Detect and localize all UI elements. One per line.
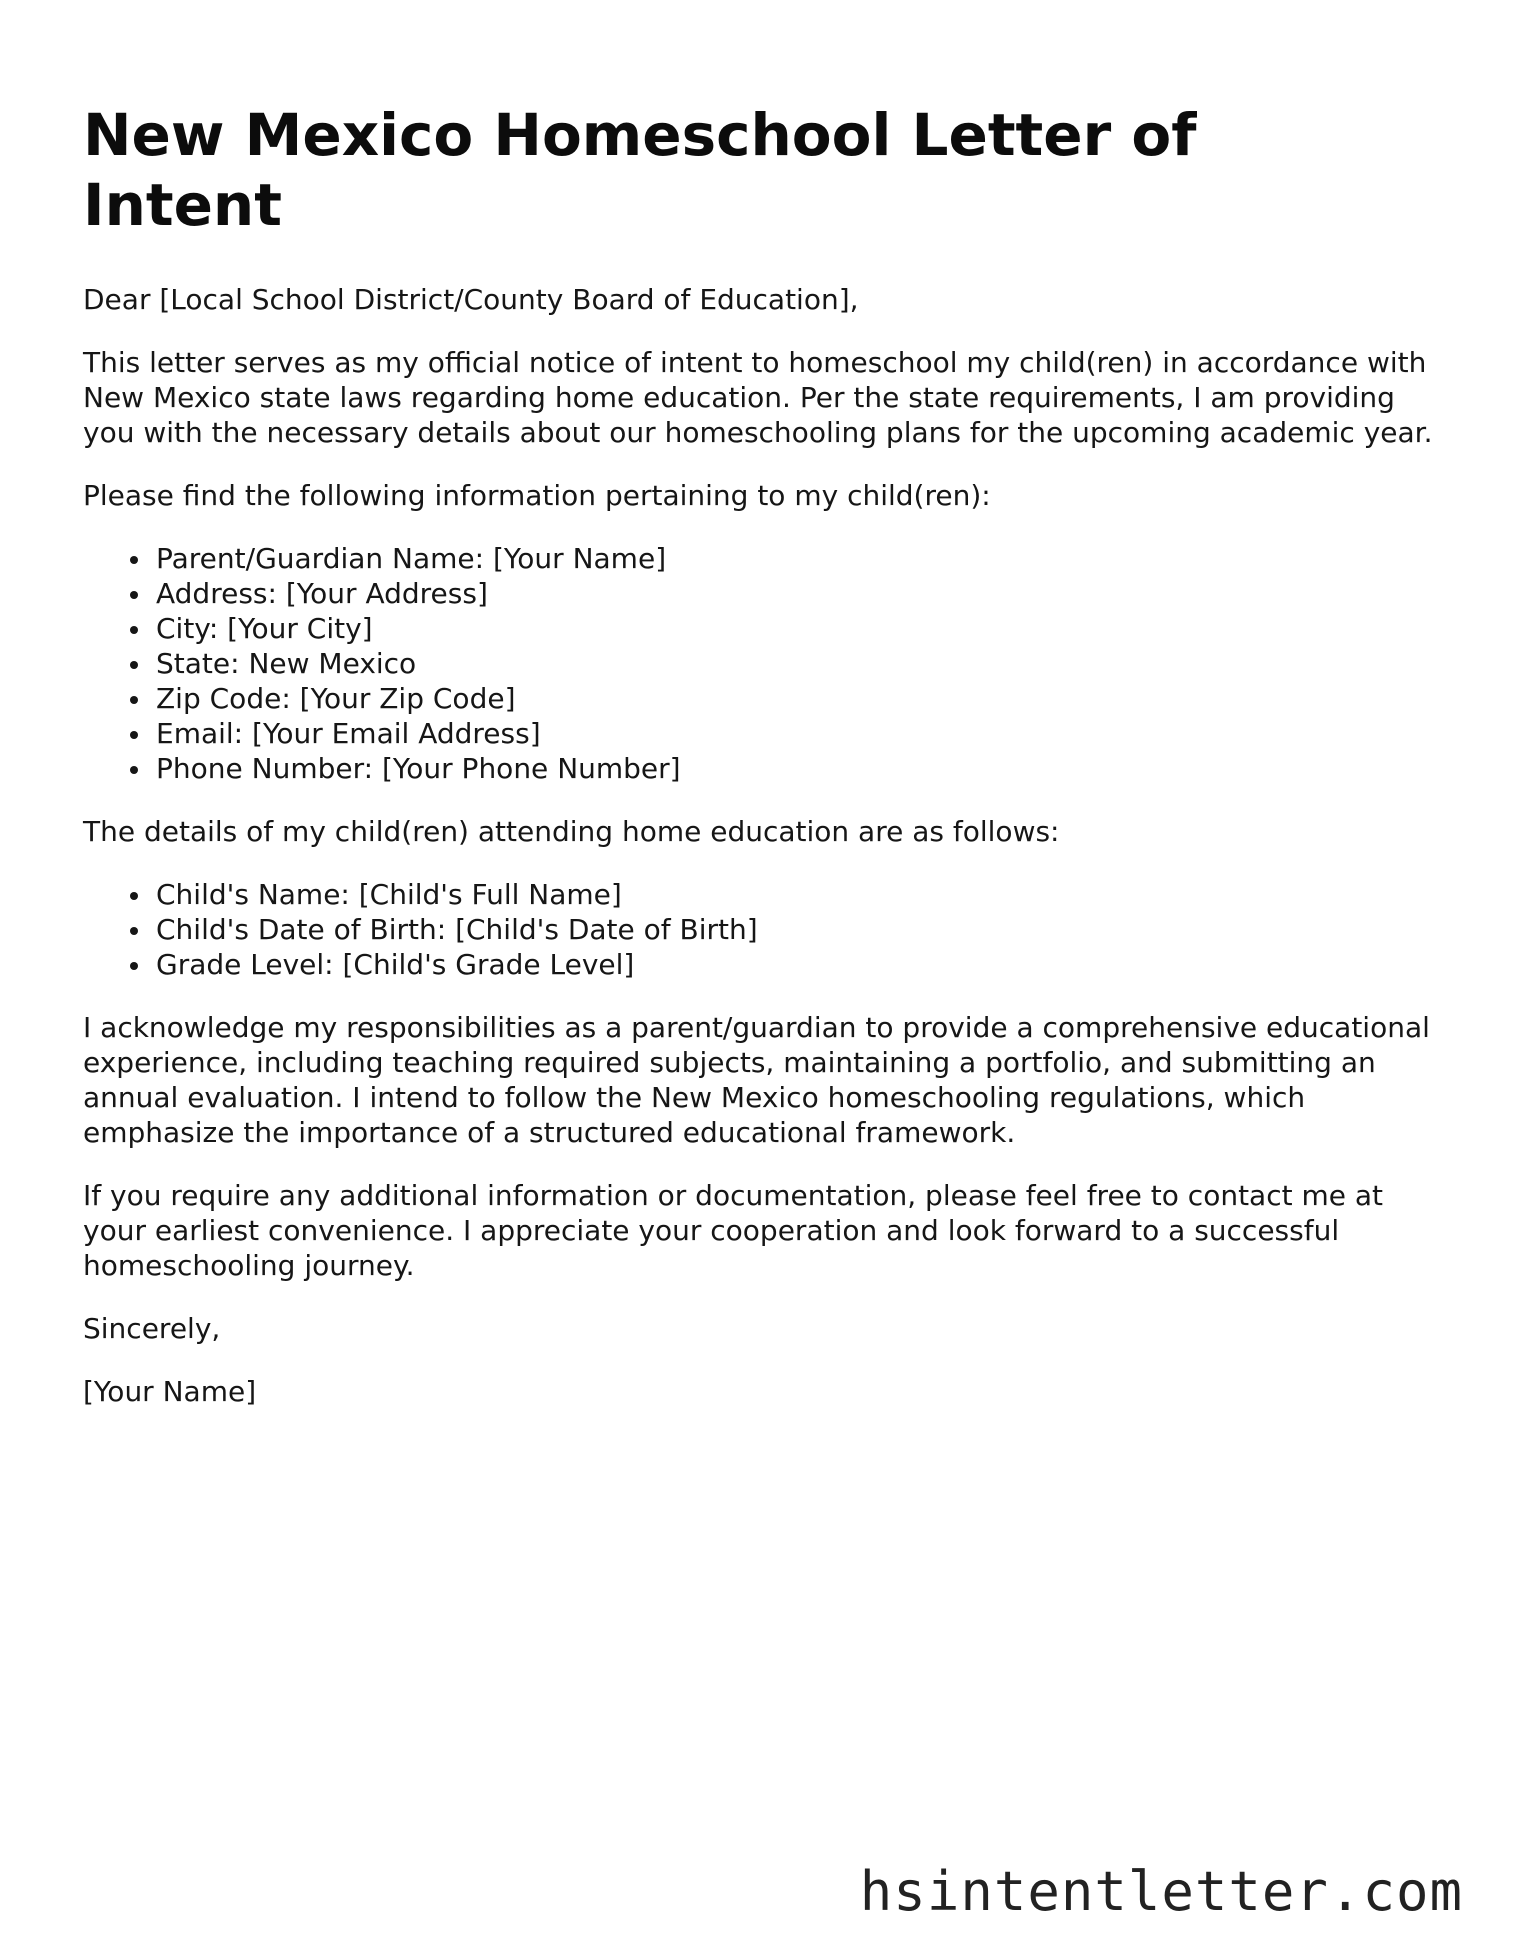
parent-info-list [83, 541, 1443, 786]
contact-paragraph: If you require any additional information or documentation, please feel free to contact me at your earliest convenience. I appreciate your cooperation and look forward to a successful homeschooling journey. [83, 1179, 1384, 1282]
sign-off: Sincerely, [83, 1312, 221, 1345]
list-item: Child's Name: [Child's Full Name] [156, 877, 1443, 912]
signature: [Your Name] [83, 1375, 257, 1408]
letter-page [83, 100, 1443, 1437]
list-item: Address: [Your Address] [156, 576, 1443, 611]
list-item: State: New Mexico [156, 646, 1443, 681]
list-item: Phone Number: [Your Phone Number] [156, 751, 1443, 786]
list-item: Child's Date of Birth: [Child's Date of Birth] [156, 912, 1443, 947]
site-watermark: hsintentletter.com [859, 1860, 1463, 1923]
intro-paragraph: This letter serves as my official notice of intent to homeschool my child(ren) in accordance with New Mexico state laws regarding home education. Per the state requirements, I am providing you with the necessary details about our homeschooling plans for the upcoming academic year. [83, 346, 1433, 449]
list-item: Parent/Guardian Name: [Your Name] [156, 541, 1443, 576]
page-title: New Mexico Homeschool Letter of Intent [83, 101, 1197, 239]
child-info-list [83, 877, 1443, 982]
list-item: Grade Level: [Child's Grade Level] [156, 947, 1443, 982]
list-item: Email: [Your Email Address] [156, 716, 1443, 751]
list-item: Zip Code: [Your Zip Code] [156, 681, 1443, 716]
acknowledgement-paragraph: I acknowledge my responsibilities as a parent/guardian to provide a comprehensive educational experience, including teaching required subjects, maintaining a portfolio, and submitting an annual evaluation. I intend to follow the New Mexico homeschooling regulations, which emphasize the importance of a structured educational framework. [83, 1011, 1430, 1149]
list-item: City: [Your City] [156, 611, 1443, 646]
salutation: Dear [Local School District/County Board of Education], [83, 283, 859, 316]
parent-info-lead: Please find the following information pertaining to my child(ren): [83, 479, 991, 512]
child-info-lead: The details of my child(ren) attending home education are as follows: [83, 815, 1060, 848]
